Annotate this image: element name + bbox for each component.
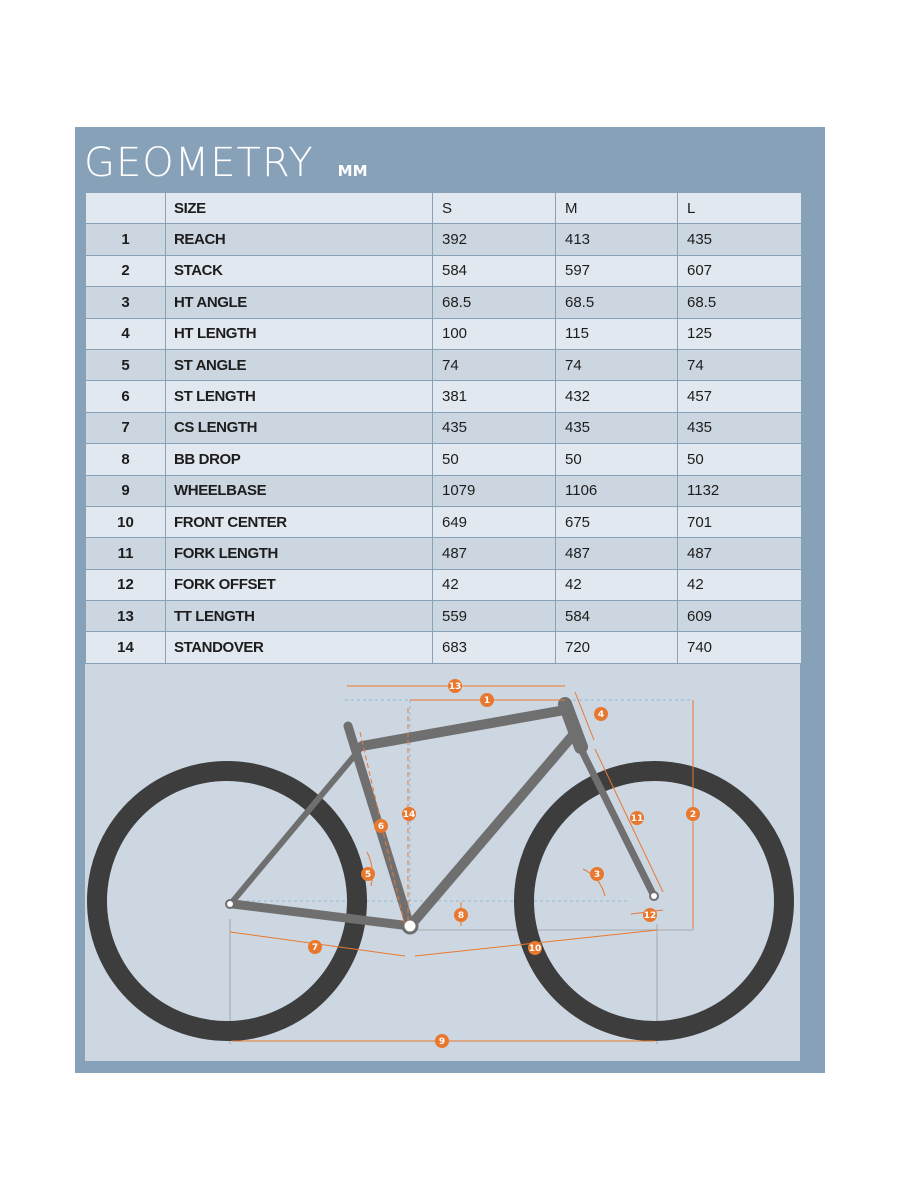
- size-l-value: 435: [678, 412, 802, 443]
- rear-dropout: [226, 900, 234, 908]
- row-number: 14: [86, 632, 166, 663]
- size-s-value: 559: [433, 601, 556, 632]
- row-number: 10: [86, 506, 166, 537]
- marker-5-label: 5: [364, 870, 372, 881]
- size-m-value: 115: [556, 318, 678, 349]
- size-m-value: 1106: [556, 475, 678, 506]
- row-label: HT ANGLE: [166, 287, 433, 318]
- size-m-value: 597: [556, 255, 678, 286]
- table-row: [86, 506, 802, 537]
- row-label: ST LENGTH: [166, 381, 433, 412]
- size-l-value: 607: [678, 255, 802, 286]
- row-number: 5: [86, 349, 166, 380]
- header-number-cell: [86, 193, 166, 224]
- row-label: CS LENGTH: [166, 412, 433, 443]
- row-number: 1: [86, 224, 166, 255]
- size-l-value: 740: [678, 632, 802, 663]
- size-s-value: 381: [433, 381, 556, 412]
- marker-1-label: 1: [483, 696, 491, 707]
- table-row: [86, 349, 802, 380]
- size-s-value: 487: [433, 538, 556, 569]
- size-l-value: 435: [678, 224, 802, 255]
- size-l-value: 50: [678, 444, 802, 475]
- header-l: L: [678, 193, 802, 224]
- row-number: 3: [86, 287, 166, 318]
- size-s-value: 100: [433, 318, 556, 349]
- table-row: [86, 444, 802, 475]
- marker-7-label: 7: [311, 943, 319, 954]
- row-number: 8: [86, 444, 166, 475]
- table-row: [86, 601, 802, 632]
- guide-lines: [228, 700, 693, 926]
- marker-11-label: 11: [630, 814, 644, 825]
- marker-9-label: 9: [438, 1037, 446, 1048]
- size-l-value: 1132: [678, 475, 802, 506]
- size-l-value: 74: [678, 349, 802, 380]
- row-number: 6: [86, 381, 166, 412]
- row-label: REACH: [166, 224, 433, 255]
- row-label: WHEELBASE: [166, 475, 433, 506]
- row-label: STACK: [166, 255, 433, 286]
- row-number: 2: [86, 255, 166, 286]
- row-label: FORK LENGTH: [166, 538, 433, 569]
- marker-3-label: 3: [593, 870, 601, 881]
- geometry-panel: [75, 127, 825, 1073]
- size-m-value: 487: [556, 538, 678, 569]
- size-l-value: 701: [678, 506, 802, 537]
- row-number: 13: [86, 601, 166, 632]
- geometry-title: [84, 135, 368, 191]
- chain-stay: [233, 904, 410, 926]
- size-s-value: 649: [433, 506, 556, 537]
- size-s-value: 68.5: [433, 287, 556, 318]
- size-l-value: 487: [678, 538, 802, 569]
- marker-14-label: 14: [402, 810, 416, 821]
- header-m: M: [556, 193, 678, 224]
- bike-geometry-diagram: [85, 664, 800, 1061]
- size-m-value: 50: [556, 444, 678, 475]
- size-s-value: 50: [433, 444, 556, 475]
- header-size: SIZE: [166, 193, 433, 224]
- size-l-value: 125: [678, 318, 802, 349]
- table-row: [86, 224, 802, 255]
- marker-8-label: 8: [457, 911, 465, 922]
- table-header-row: [86, 193, 802, 224]
- row-number: 11: [86, 538, 166, 569]
- bottom-bracket: [403, 919, 417, 933]
- size-l-value: 68.5: [678, 287, 802, 318]
- table-row: [86, 381, 802, 412]
- table-row: [86, 569, 802, 600]
- row-number: 9: [86, 475, 166, 506]
- row-label: TT LENGTH: [166, 601, 433, 632]
- header-s: S: [433, 193, 556, 224]
- size-l-value: 609: [678, 601, 802, 632]
- row-number: 7: [86, 412, 166, 443]
- row-label: FRONT CENTER: [166, 506, 433, 537]
- geometry-table-body: [86, 193, 802, 664]
- geometry-table: [85, 192, 802, 664]
- table-row: [86, 412, 802, 443]
- size-s-value: 74: [433, 349, 556, 380]
- size-l-value: 457: [678, 381, 802, 412]
- size-s-value: 42: [433, 569, 556, 600]
- size-m-value: 675: [556, 506, 678, 537]
- title-text: GEOMETRY: [84, 140, 314, 186]
- row-label: FORK OFFSET: [166, 569, 433, 600]
- unit-label: MM: [337, 162, 368, 180]
- size-s-value: 1079: [433, 475, 556, 506]
- row-label: STANDOVER: [166, 632, 433, 663]
- table-row: [86, 632, 802, 663]
- size-s-value: 435: [433, 412, 556, 443]
- table-row: [86, 538, 802, 569]
- size-m-value: 68.5: [556, 287, 678, 318]
- marker-4-label: 4: [597, 710, 605, 721]
- table-row: [86, 255, 802, 286]
- marker-13-label: 13: [448, 682, 462, 693]
- table-row: [86, 287, 802, 318]
- marker-2-label: 2: [689, 810, 697, 821]
- row-label: BB DROP: [166, 444, 433, 475]
- front-dropout: [650, 892, 658, 900]
- bike-diagram-svg: [85, 664, 800, 1061]
- size-s-value: 392: [433, 224, 556, 255]
- size-m-value: 432: [556, 381, 678, 412]
- size-m-value: 42: [556, 569, 678, 600]
- size-m-value: 413: [556, 224, 678, 255]
- row-label: ST ANGLE: [166, 349, 433, 380]
- size-s-value: 584: [433, 255, 556, 286]
- top-tube: [362, 710, 565, 746]
- marker-12-label: 12: [643, 911, 657, 922]
- size-l-value: 42: [678, 569, 802, 600]
- row-label: HT LENGTH: [166, 318, 433, 349]
- bike-frame: [233, 704, 654, 926]
- size-m-value: 74: [556, 349, 678, 380]
- size-m-value: 720: [556, 632, 678, 663]
- size-s-value: 683: [433, 632, 556, 663]
- marker-10-label: 10: [528, 944, 542, 955]
- marker-6-label: 6: [377, 822, 385, 833]
- table-row: [86, 475, 802, 506]
- size-m-value: 435: [556, 412, 678, 443]
- size-m-value: 584: [556, 601, 678, 632]
- row-number: 12: [86, 569, 166, 600]
- row-number: 4: [86, 318, 166, 349]
- table-row: [86, 318, 802, 349]
